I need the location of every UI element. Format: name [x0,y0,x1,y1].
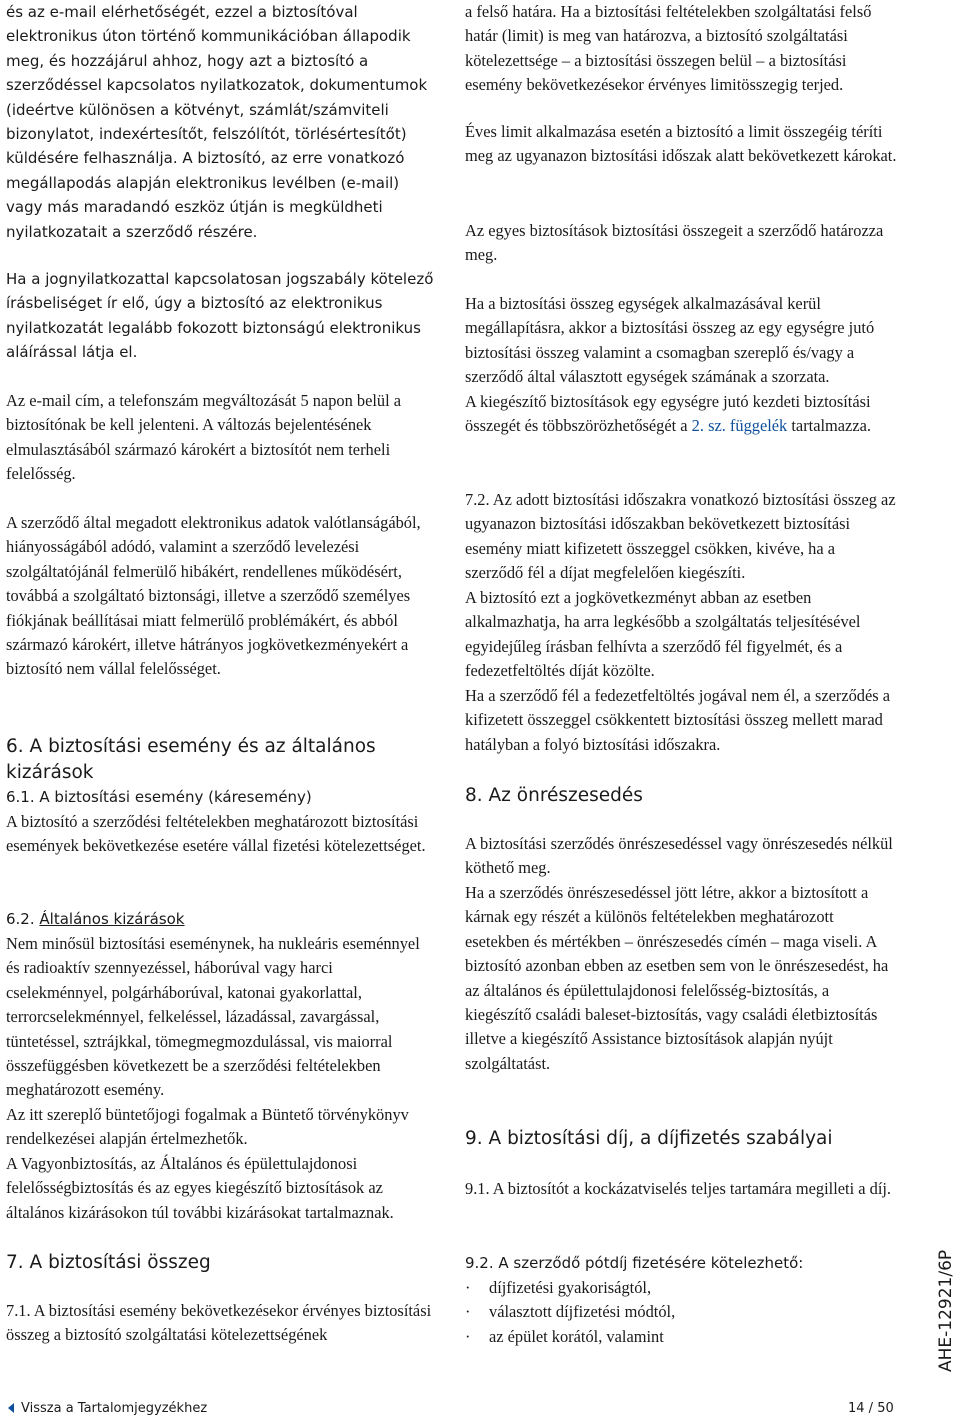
subheading-number: 6.2. [6,910,35,928]
paragraph-8-deductible: Ha a szerződés önrészesedéssel jött létre, akkor a biztosított a kárnak egy részét a különös feltételekben meghatározott esetekben és mértékben – önrészesedés címén – maga viseli. A biztosító azonban ebben az esetben sem von le önrészesedést, ha az általános és épülettulajdonosi felelősség-biztosítás, a kiegészítő családi baleset-biztosítás, vagy családi életbiztosítás illetve a kiegészítő Assistance biztosítások alapján nyújt szolgáltatást. [465,883,889,1073]
back-to-contents-link[interactable] [8,1400,207,1418]
paragraph-written-form: Ha a jognyilatkozattal kapcsolatosan jogszabály kötelező írásbeliséget ír elő, úgy a biztosító az elektronikus nyilatkozatát legalább fokozott biztonságú elektronikus aláírással látja el. [6,270,434,362]
heading-section-7: 7. A biztosítási összeg [6,1252,211,1273]
current-page: 14 [848,1401,865,1416]
text-after-link: tartalmazza. [787,416,871,436]
paragraph-units: Ha a biztosítási összeg egységek alkalmazásával kerül megállapításra, akkor a biztosítási összeg az egy egységre jutó biztosítási összeg valamint a csomagban szereplő és/vagy a szerződő által választott egységek számának a szorzata. [465,294,875,387]
paragraph-limit: a felső határa. Ha a biztosítási feltételekben szolgáltatási felső határ (limit) is meg van határozva, a biztosító szolgáltatási kötelezettsége – a biztosítási összegen belül – a biztosítási esemény bekövetkezésekor érvényes limitösszegig terjed. [465,2,872,95]
paragraph-annual-limit: Éves limit alkalmazása esetén a biztosító a limit összegéig téríti meg az ugyanazon biztosítási időszak alatt bekövetkezett károkat. [465,122,897,166]
paragraph-7-2-consequence: A biztosító ezt a jogkövetkezményt abban az esetben alkalmazhatja, ha arra legkésőbb a szolgáltatás teljesítésével egyidejűleg írásban felhívta a szerződő fél figyelmét, és a fedezetfeltöltés díját közölte. [465,588,861,681]
paragraph-7-2-topup: Ha a szerződő fél a fedezetfeltöltés jogával nem él, a szerződés a kifizetett összeggel csökkentett biztosítási összeg mellett marad hatályban a folyó biztosítási időszakra. [465,686,891,754]
paragraph-6-2-exclusions: Nem minősül biztosítási eseménynek, ha nukleáris eseménnyel és radioaktív szennyezéssel, háborúval vagy harci cselekménnyel, polgárháborúval, katonai gyakorlattal, terrorcselekménnyel, felkeléssel, lázadással, zavargással, tüntetéssel, sztrájkkal, tömegmegmozdulással, vis maiorral összefüggésben következett be a szerződési feltételekben meghatározott esemény. [6,934,420,1100]
subheading-number: 9.2. [465,1254,494,1272]
list-item: · választott díjfizetési módtól, [465,1300,897,1324]
paragraph-6-2-additional: A Vagyonbiztosítás, az Általános és épülettulajdonosi felelősségbiztosítás és az egyes kiegészítő biztosítások az általános kizárásokon túl további kizárásokat tartalmaznak. [6,1154,394,1222]
paragraph-sum-insured: Az egyes biztosítások biztosítási összegeit a szerződő határozza meg. [465,221,884,265]
subheading-6-2 [6,907,434,931]
document-code: AHE-12921/6P [936,1249,956,1372]
heading-section-8: 8. Az önrészesedés [465,785,643,806]
paragraph-contact-change: Az e-mail cím, a telefonszám megváltozását 5 napon belül a biztosítónak be kell jelenteni. A változás bejelentésének elmulasztásából származó károkért a biztosítót nem terheli felelősség. [6,391,402,484]
total-pages: 50 [877,1401,894,1416]
paragraph-8-intro: A biztosítási szerződés önrészesedéssel vagy önrészesedés nélkül köthető meg. [465,834,893,878]
heading-section-6: 6. A biztosítási esemény és az általános kizárások [6,736,376,783]
heading-section-9: 9. A biztosítási díj, a díjfizetés szabályai [465,1128,833,1149]
subheading-number: 6.1. [6,788,35,806]
footer [0,1400,960,1421]
subheading-9-2 [465,1251,897,1275]
subheading-title: A biztosítási esemény (káresemény) [39,788,312,806]
appendix-2-link[interactable]: 2. sz. függelék [691,416,788,436]
back-arrow-icon [8,1403,14,1413]
text-before-link: A kiegészítő biztosítások egy egységre jutó kezdeti biztosítási összegét és többszörözhetőségét a [465,392,871,436]
back-link-label: Vissza a Tartalomjegyzékhez [21,1401,208,1416]
list-item: · az épület korától, valamint [465,1325,897,1349]
list-item: · díjfizetési gyakoriságtól, [465,1276,897,1300]
paragraph-supplementary [465,390,897,439]
paragraph-6-2-criminal: Az itt szereplő büntetőjogi fogalmak a Büntető törvénykönyv rendelkezései alapján értelmezhetők. [6,1105,409,1149]
paragraph-6-1: A biztosító a szerződési feltételekben meghatározott biztosítási események bekövetkezése esetére vállal fizetési kötelezettséget. [6,812,426,856]
subheading-6-1 [6,785,434,809]
paragraph-7-1: 7.1. A biztosítási esemény bekövetkezésekor érvényes biztosítási összeg a biztosító szolgáltatási kötelezettségének [6,1301,432,1345]
page-number: 14 / 50 [848,1401,894,1416]
subheading-title: A szerződő pótdíj fizetésére kötelezhető: [498,1254,804,1272]
paragraph-liability: A szerződő által megadott elektronikus adatok valótlanságából, hiányosságából adódó, valamint a szerződő levelezési szolgáltatójánál felmerülő hibákért, rendellenes működésért, továbbá a szolgáltató biztonsági, illetve a szerződő személyes fiókjának beállításai miatt felmerülő problémákért, és abból származó károkért, illetve hátrányos jogkövetkezményekért a biztosító nem vállal felelősséget. [6,513,421,679]
surcharge-list [465,1276,897,1349]
paragraph-7-2: 7.2. Az adott biztosítási időszakra vonatkozó biztosítási összeg az ugyanazon biztosítási időszakban bekövetkezett biztosítási esemény miatt kifizetett összeggel csökken, kivéve, ha a szerződő fél a díjat megfelelően kiegészíti. [465,490,896,583]
paragraph-email-consent: és az e-mail elérhetőségét, ezzel a biztosítóval elektronikus úton történő kommunikációban állapodik meg, és hozzájárul ahhoz, hogy azt a biztosító a szerződéssel kapcsolatos nyilatkozatok, dokumentumok (ideértve különösen a kötvényt, számlát/számviteli bizonylatot, indexértesítőt, felszólítót, törlésértesítőt) küldésére felhasználja. A biztosító, az erre vonatkozó megállapodás alapján elektronikus levélben (e-mail) vagy más maradandó eszköz útján is megküldheti nyilatkozatait a szerződő részére. [6,3,428,241]
paragraph-9-1: 9.1. A biztosítót a kockázatviselés teljes tartamára megilleti a díj. [465,1179,892,1198]
subheading-title: Általános kizárások [39,910,185,928]
